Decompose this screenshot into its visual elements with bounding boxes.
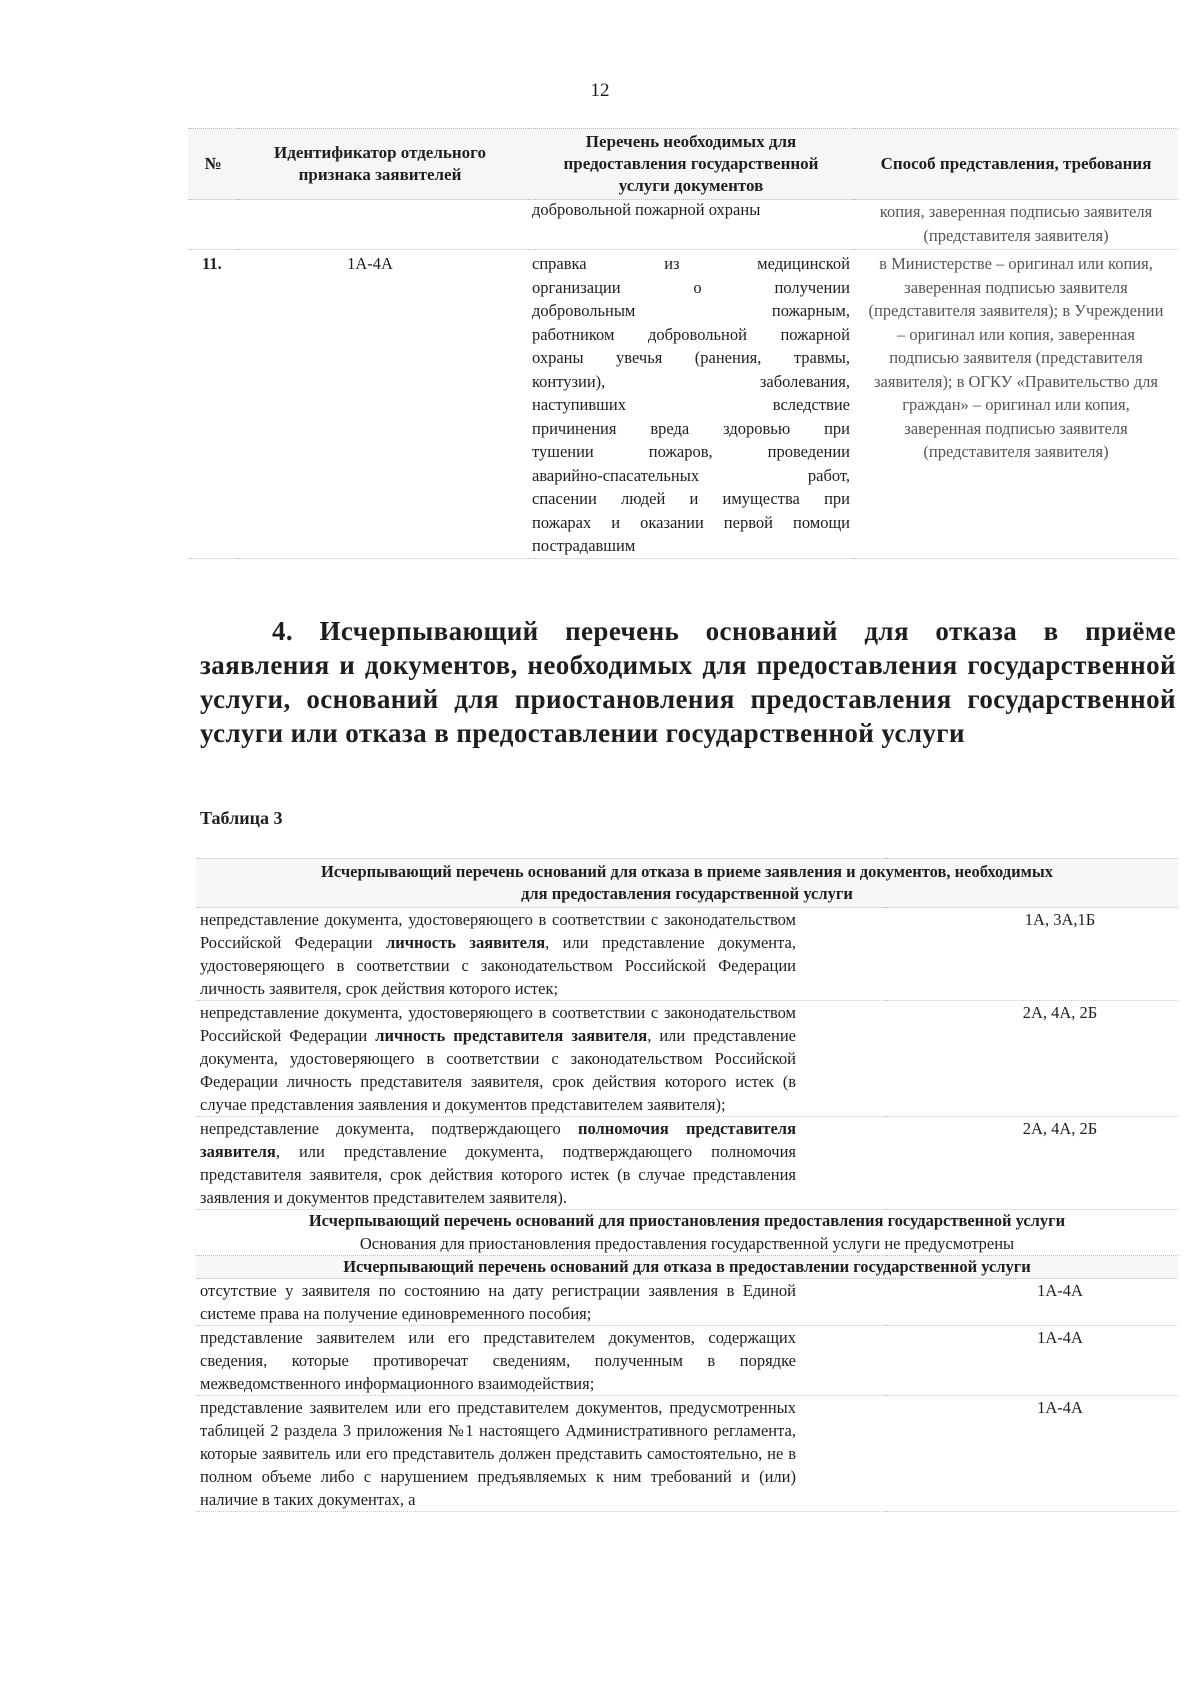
documents-line: спасении людей и имущества при <box>532 489 850 508</box>
identifier-code: 1А-4А <box>886 1396 1178 1512</box>
identifier-code: 2А, 4А, 2Б <box>886 1117 1178 1210</box>
table-row <box>188 250 1178 559</box>
table-row <box>196 1396 1178 1512</box>
documents-line: организации о получении <box>532 277 850 297</box>
documents-line: тушении пожаров, проведении <box>532 442 850 461</box>
documents-line: наступивших вследствие <box>532 395 850 414</box>
continuation-method: копия, заверенная подписью заявителя (представителя заявителя) <box>854 200 1178 250</box>
reason-text: представление заявителем или его представителем документов, содержащих сведения, которые противоречат сведениям, полученным в порядке межведомственного информационного взаимодействия; <box>196 1326 886 1396</box>
table-row <box>196 1232 1178 1256</box>
row-method: в Министерстве – оригинал или копия, заверенная подписью заявителя (представителя заявителя); в Учреждении – оригинал или копия, заверенная подписью заявителя (представителя заявителя); в ОГКУ «Правительство для граждан» – оригинал или копия, заверенная подписью заявителя (представителя заявителя) <box>854 250 1178 559</box>
identifier-code: 1А-4А <box>886 1326 1178 1396</box>
reason-emphasis: полномочия представителя заявителя <box>200 1119 796 1161</box>
documents-line: справка из медицинской <box>532 254 850 273</box>
reason-emphasis: личность заявителя <box>385 933 546 952</box>
row-identifier: 1А-4А <box>238 250 528 559</box>
header-num: № <box>188 129 238 200</box>
reason-text: отсутствие у заявителя по состоянию на дату регистрации заявления в Единой системе права на получение единовременного пособия; <box>196 1279 886 1326</box>
reason-text: непредставление документа, удостоверяющего в соответствии с законодательством Российской Федерации личность заявителя, или представление документа, удостоверяющего в соответствии с законодательством Российской Федерации личность заявителя, срок действия которого истек; <box>196 908 886 1001</box>
continuation-documents: добровольной пожарной охраны <box>528 200 854 250</box>
reason-text: непредставление документа, удостоверяющего в соответствии с законодательством Российской Федерации личность представителя заявителя, или представление документа, удостоверяющего в соответствии с законодательством Российской Федерации личность представителя заявителя, срок действия которого истек (в случае представления заявления и документов представителем заявителя); <box>196 1001 886 1117</box>
section-header-row <box>196 1256 1178 1279</box>
documents-line: аварийно-спасательных работ, <box>532 465 850 485</box>
documents-line: пострадавшим <box>532 536 636 555</box>
header-refusal-intake: Исчерпывающий перечень оснований для отказа в приеме заявления и документов, необходимых для предоставления государственной услуги <box>196 859 1178 908</box>
row-number: 11. <box>188 250 238 559</box>
table-row <box>196 908 1178 1001</box>
documents-line: работником добровольной пожарной <box>532 324 850 344</box>
page-number: 12 <box>590 80 610 101</box>
documents-table <box>188 128 1178 559</box>
identifier-code: 1А-4А <box>886 1279 1178 1326</box>
identifier-code: 1А, 3А,1Б <box>886 908 1178 1001</box>
table-row <box>196 1326 1178 1396</box>
documents-line: охраны увечья (ранения, травмы, <box>532 348 850 367</box>
section-header-row <box>196 1210 1178 1233</box>
suspension-text: Основания для приостановления предоставления государственной услуги не предусмотрены <box>196 1232 1178 1256</box>
documents-line: контузии), заболевания, <box>532 371 850 391</box>
table-row <box>196 1001 1178 1117</box>
documents-table-header <box>188 129 1178 200</box>
documents-line: добровольным пожарным, <box>532 301 850 320</box>
table-row <box>196 1279 1178 1326</box>
row-documents <box>528 250 854 559</box>
reason-text: непредставление документа, подтверждающего полномочия представителя заявителя, или представление документа, подтверждающего полномочия представителя заявителя, срок действия которого истек (в случае представления заявления и документов представителем заявителя). <box>196 1117 886 1210</box>
documents-line: причинения вреда здоровью при <box>532 418 850 438</box>
table-row <box>188 200 1178 250</box>
reason-text: представление заявителем или его представителем документов, предусмотренных таблицей 2 раздела 3 приложения №1 настоящего Административного регламента, которые заявитель или его представитель должен представить самостоятельно, не в полном объеме либо с нарушением предъявляемых к ним требований и (или) наличие в таких документах, а <box>196 1396 886 1512</box>
header-refusal-service: Исчерпывающий перечень оснований для отказа в предоставлении государственной услуги <box>196 1256 1178 1279</box>
table-row <box>196 1117 1178 1210</box>
section-header-row <box>196 859 1178 908</box>
documents-line: пожарах и оказании первой помощи <box>532 512 850 532</box>
header-method: Способ представления, требования <box>854 129 1178 200</box>
section-heading: 4. Исчерпывающий перечень оснований для отказа в приёме заявления и документов, необходимых для предоставления государственной услуги, оснований для приостановления предоставления государственной услуги или отказа в предоставлении государственной услуги <box>200 616 1176 748</box>
header-documents: Перечень необходимых для предоставления государственной услуги документов <box>528 129 854 200</box>
header-suspension: Исчерпывающий перечень оснований для приостановления предоставления государственной услуги <box>196 1210 1178 1233</box>
table-caption: Таблица 3 <box>200 808 283 828</box>
reason-emphasis: личность представителя заявителя <box>375 1026 648 1045</box>
identifier-code: 2А, 4А, 2Б <box>886 1001 1178 1117</box>
grounds-table <box>196 858 1178 1512</box>
header-identifier: Идентификатор отдельного признака заявителей <box>238 129 528 200</box>
